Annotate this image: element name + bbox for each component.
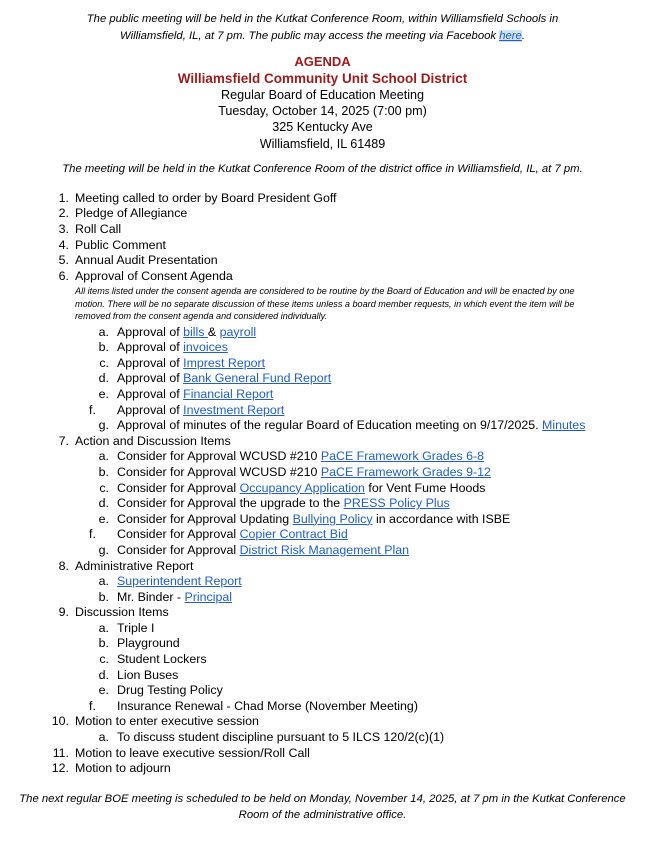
consent-item-c bbox=[75, 356, 645, 372]
action-item-f-prefix: Consider for Approval bbox=[117, 527, 240, 542]
agenda-item-10-number: 10. bbox=[51, 714, 69, 729]
action-item-a-prefix: Consider for Approval WCUSD #210 bbox=[117, 449, 321, 464]
agenda-item-11 bbox=[0, 746, 645, 762]
consent-item-e-letter: e. bbox=[98, 386, 109, 401]
consent-item-b bbox=[75, 340, 645, 356]
agenda-item-7-number: 7. bbox=[58, 433, 69, 448]
agenda-item-6-label: Approval of Consent Agenda bbox=[75, 268, 233, 283]
admin-item-b bbox=[75, 590, 645, 606]
agenda-item-8-number: 8. bbox=[58, 558, 69, 573]
consent-item-d-letter: d. bbox=[98, 371, 109, 386]
action-item-f bbox=[75, 527, 645, 543]
action-item-e bbox=[75, 512, 645, 528]
consent-item-c-letter: c. bbox=[99, 355, 109, 370]
agenda-item-6 bbox=[0, 269, 645, 434]
agenda-item-9-number: 9. bbox=[58, 605, 69, 620]
executive-session-sublist bbox=[75, 730, 645, 746]
agenda-item-8 bbox=[0, 559, 645, 606]
consent-item-d-prefix: Approval of bbox=[117, 371, 184, 386]
agenda-item-8-label: Administrative Report bbox=[75, 558, 194, 573]
admin-item-a-letter: a. bbox=[98, 574, 109, 589]
action-item-f-letter: f. bbox=[89, 527, 96, 542]
action-item-e-prefix: Consider for Approval Updating bbox=[117, 511, 293, 526]
press-policy-plus-link[interactable]: PRESS Policy Plus bbox=[343, 496, 450, 511]
action-item-c-prefix: Consider for Approval bbox=[117, 480, 240, 495]
discussion-item-a-letter: a. bbox=[98, 620, 109, 635]
action-items-sublist bbox=[75, 449, 645, 558]
agenda-item-4-number: 4. bbox=[58, 237, 69, 252]
discussion-item-e bbox=[75, 683, 645, 699]
discussion-item-b-label: Playground bbox=[117, 636, 180, 651]
invoices-link[interactable]: invoices bbox=[183, 340, 228, 355]
district-risk-management-plan-link[interactable]: District Risk Management Plan bbox=[239, 542, 409, 557]
discussion-item-e-label: Drug Testing Policy bbox=[117, 683, 223, 698]
discussion-item-d bbox=[75, 668, 645, 684]
action-item-d-letter: d. bbox=[98, 496, 109, 511]
agenda-item-12 bbox=[0, 761, 645, 777]
financial-report-link[interactable]: Financial Report bbox=[183, 386, 274, 401]
discussion-item-d-letter: d. bbox=[98, 667, 109, 682]
agenda-item-11-label: Motion to leave executive session/Roll Call bbox=[75, 745, 310, 760]
agenda-item-list bbox=[0, 191, 645, 777]
admin-item-a bbox=[75, 574, 645, 590]
action-item-b-prefix: Consider for Approval WCUSD #210 bbox=[117, 464, 321, 479]
agenda-item-1-label: Meeting called to order by Board President Goff bbox=[75, 190, 337, 205]
agenda-item-11-number: 11. bbox=[52, 745, 69, 760]
consent-item-b-letter: b. bbox=[98, 340, 109, 355]
agenda-item-5-number: 5. bbox=[58, 253, 69, 268]
page-title: AGENDA bbox=[294, 54, 351, 69]
pace-framework-9-12-link[interactable]: PaCE Framework Grades 9-12 bbox=[320, 464, 491, 479]
discussion-item-f bbox=[75, 699, 645, 715]
action-item-g-prefix: Consider for Approval bbox=[117, 542, 240, 557]
pace-framework-6-8-link[interactable]: PaCE Framework Grades 6-8 bbox=[320, 449, 485, 464]
meeting-datetime-line: Tuesday, October 14, 2025 (7:00 pm) bbox=[218, 104, 427, 119]
action-item-e-suffix: in accordance with ISBE bbox=[372, 511, 511, 526]
action-item-d-prefix: Consider for Approval the upgrade to the bbox=[117, 496, 344, 511]
agenda-item-12-label: Motion to adjourn bbox=[75, 761, 171, 776]
bills-link[interactable]: bills bbox=[183, 324, 208, 339]
agenda-item-7 bbox=[0, 434, 645, 559]
bullying-policy-link[interactable]: Bullying Policy bbox=[292, 511, 373, 526]
principal-report-link[interactable]: Principal bbox=[184, 589, 233, 604]
intro-note-text-after-link: . bbox=[521, 29, 525, 42]
consent-item-a-conjunction: & bbox=[207, 324, 220, 339]
meeting-location-note: The meeting will be held in the Kutkat Conference Room of the district office in Williamsfield, IL, at 7 pm. bbox=[62, 162, 583, 175]
consent-item-a bbox=[75, 325, 645, 341]
consent-item-d bbox=[75, 371, 645, 387]
consent-item-g bbox=[75, 418, 645, 434]
intro-note-text-before-link: The public meeting will be held in the Kutkat Conference Room, within Williamsfield Schools in Williamsfield, IL, at 7 pm. The public may access the meeting via Facebook bbox=[86, 13, 559, 42]
administrative-report-sublist bbox=[75, 574, 645, 605]
agenda-item-2 bbox=[0, 206, 645, 222]
executive-item-a-letter: a. bbox=[98, 730, 109, 745]
action-item-g-letter: g. bbox=[98, 542, 109, 557]
agenda-item-3 bbox=[0, 222, 645, 238]
consent-item-g-prefix: Approval of minutes of the regular Board of Education meeting on 9/17/2025. bbox=[117, 418, 542, 433]
agenda-item-4 bbox=[0, 238, 645, 254]
agenda-item-3-label: Roll Call bbox=[75, 222, 122, 236]
consent-item-b-prefix: Approval of bbox=[117, 340, 184, 355]
agenda-item-6-number: 6. bbox=[58, 268, 69, 283]
occupancy-application-link[interactable]: Occupancy Application bbox=[239, 480, 365, 495]
discussion-item-c-letter: c. bbox=[99, 652, 109, 667]
address-line-1: 325 Kentucky Ave bbox=[272, 120, 373, 135]
agenda-item-2-number: 2. bbox=[58, 206, 69, 221]
consent-item-a-prefix: Approval of bbox=[117, 324, 184, 339]
agenda-item-1 bbox=[0, 191, 645, 207]
action-item-a bbox=[75, 449, 645, 465]
executive-item-a-label: To discuss student discipline pursuant to 5 ILCS 120/2(c)(1) bbox=[117, 730, 445, 745]
discussion-item-d-label: Lion Buses bbox=[117, 667, 179, 682]
action-item-e-letter: e. bbox=[98, 511, 109, 526]
consent-agenda-sublist bbox=[75, 325, 645, 434]
agenda-item-12-number: 12. bbox=[51, 761, 69, 776]
meeting-type-line: Regular Board of Education Meeting bbox=[220, 88, 425, 102]
action-item-b bbox=[75, 465, 645, 481]
agenda-item-10 bbox=[0, 714, 645, 745]
agenda-item-3-number: 3. bbox=[58, 222, 69, 236]
imprest-report-link[interactable]: Imprest Report bbox=[183, 355, 266, 370]
agenda-item-4-label: Public Comment bbox=[75, 237, 166, 252]
discussion-item-a bbox=[75, 621, 645, 637]
minutes-link[interactable]: Minutes bbox=[542, 418, 586, 433]
consent-item-f-prefix: Approval of bbox=[117, 402, 184, 417]
discussion-item-b bbox=[75, 636, 645, 652]
consent-item-g-letter: g. bbox=[98, 418, 109, 433]
discussion-item-f-label: Insurance Renewal - Chad Morse (November Meeting) bbox=[117, 698, 418, 713]
discussion-item-a-label: Triple I bbox=[117, 620, 155, 635]
admin-item-b-prefix: Mr. Binder - bbox=[117, 589, 185, 604]
action-item-c-suffix: for Vent Fume Hoods bbox=[364, 480, 486, 495]
action-item-d bbox=[75, 496, 645, 512]
agenda-item-5 bbox=[0, 253, 645, 269]
consent-item-c-prefix: Approval of bbox=[117, 355, 184, 370]
admin-item-b-letter: b. bbox=[98, 589, 109, 604]
action-item-b-letter: b. bbox=[98, 464, 109, 479]
action-item-g bbox=[75, 543, 645, 559]
discussion-item-c-label: Student Lockers bbox=[117, 652, 207, 667]
agenda-item-10-label: Motion to enter executive session bbox=[75, 714, 259, 729]
discussion-items-sublist bbox=[75, 621, 645, 715]
agenda-item-2-label: Pledge of Allegiance bbox=[75, 206, 188, 221]
public-meeting-access-note bbox=[0, 0, 645, 44]
discussion-item-b-letter: b. bbox=[98, 636, 109, 651]
discussion-item-c bbox=[75, 652, 645, 668]
agenda-item-5-label: Annual Audit Presentation bbox=[75, 253, 218, 268]
discussion-item-e-letter: e. bbox=[98, 683, 109, 698]
discussion-item-f-letter: f. bbox=[89, 698, 96, 713]
investment-report-link[interactable]: Investment Report bbox=[183, 402, 285, 417]
agenda-item-1-number: 1. bbox=[58, 190, 69, 205]
district-name-heading: Williamsfield Community Unit School District bbox=[177, 71, 468, 86]
action-item-c bbox=[75, 481, 645, 497]
consent-item-a-letter: a. bbox=[98, 324, 109, 339]
consent-item-e bbox=[75, 387, 645, 403]
agenda-item-9-label: Discussion Items bbox=[75, 605, 169, 620]
action-item-a-letter: a. bbox=[98, 449, 109, 464]
consent-item-f-letter: f. bbox=[89, 402, 96, 417]
next-meeting-note: The next regular BOE meeting is scheduled to be held on Monday, November 14, 2025, at 7 pm in the Kutkat Conference Room of the administrative office. bbox=[19, 792, 626, 821]
action-item-c-letter: c. bbox=[99, 480, 109, 495]
copier-contract-bid-link[interactable]: Copier Contract Bid bbox=[239, 527, 348, 542]
agenda-item-9 bbox=[0, 605, 645, 714]
bank-general-fund-report-link[interactable]: Bank General Fund Report bbox=[183, 371, 332, 386]
consent-item-f bbox=[75, 403, 645, 419]
consent-agenda-note: All items listed under the consent agenda are considered to be routine by the Board of Education and will be enacted by one motion. There will be no separate discussion of these items unless a board member requests, in which event the item will be removed from the consent agenda and considered individually. bbox=[75, 286, 575, 322]
consent-item-e-prefix: Approval of bbox=[117, 386, 184, 401]
executive-item-a bbox=[75, 730, 645, 746]
superintendent-report-link[interactable]: Superintendent Report bbox=[117, 574, 242, 589]
agenda-item-7-label: Action and Discussion Items bbox=[75, 433, 231, 448]
payroll-link[interactable]: payroll bbox=[219, 324, 257, 339]
address-line-2: Williamsfield, IL 61489 bbox=[259, 136, 386, 151]
facebook-meeting-link[interactable]: here bbox=[499, 29, 522, 42]
